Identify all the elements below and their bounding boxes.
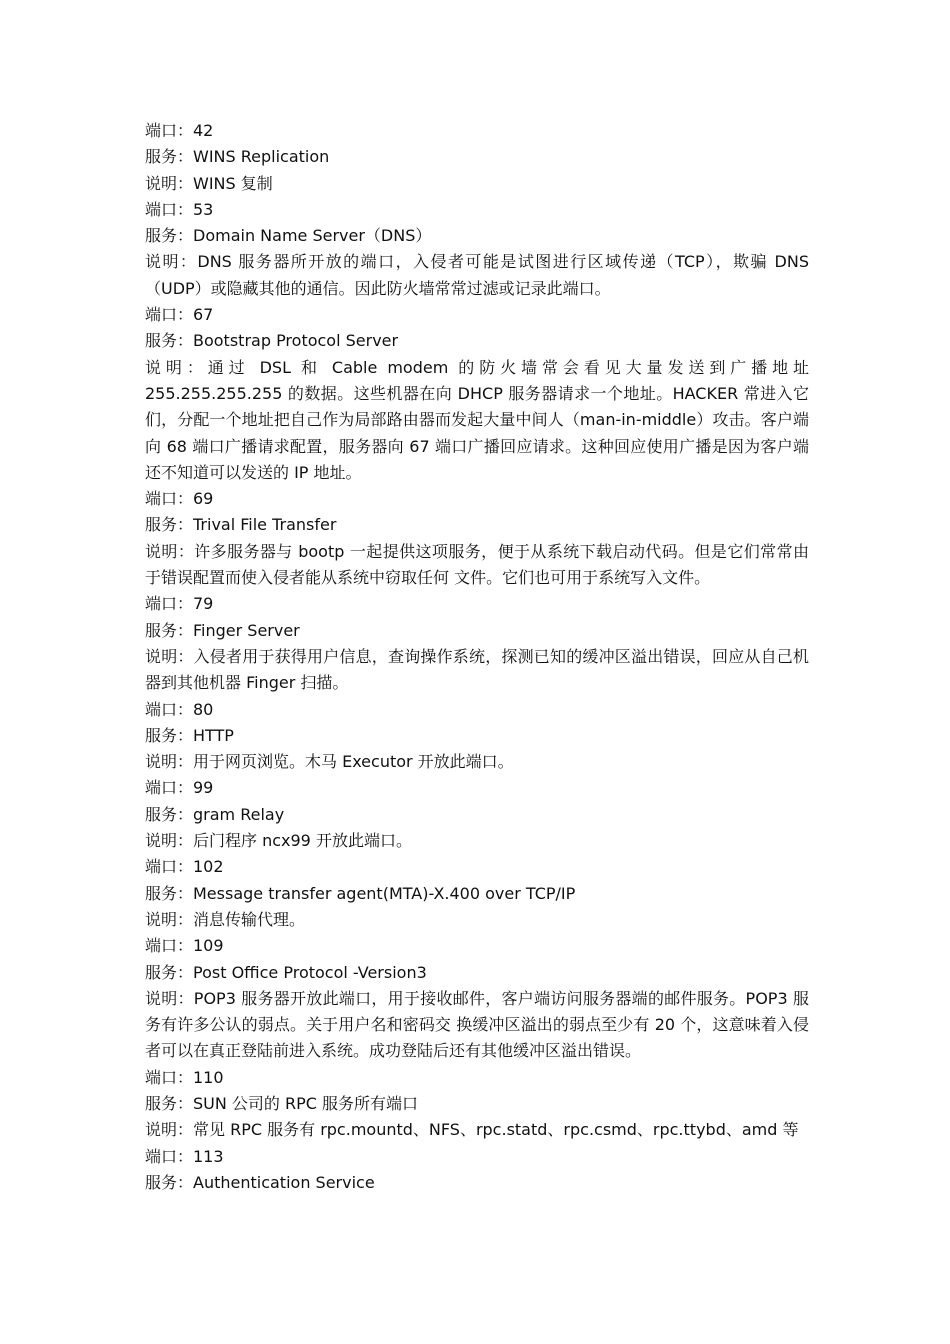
service-line: 服务：Finger Server: [145, 620, 300, 640]
description-line: 说明：后门程序 ncx99 开放此端口。: [145, 831, 412, 851]
description-line: 说明：入侵者用于获得用户信息，查询操作系统，探测已知的缓冲区溢出错误，回应从自己机器到其他机器 Finger 扫描。: [145, 646, 809, 693]
port-line: 端口：69: [145, 489, 214, 509]
port-line: 端口：102: [145, 857, 224, 877]
port-line: 端口：109: [145, 936, 224, 956]
description-line: 说明：通过 DSL 和 Cable modem 的防火墙常会看见大量发送到广播地址 255.255.255.255 的数据。这些机器在向 DHCP 服务器请求一个地址。HACKER 常进入它们，分配一个地址把自己作为局部路由器而发起大量中间人（man-in-middle）攻击。客户端向 68 端口广播请求配置，服务器向 67 端口广播回应请求。这种回应使用广播是因为客户端还不知道可以发送的 IP 地址。: [145, 357, 809, 482]
service-line: 服务：WINS Replication: [145, 147, 330, 167]
description-line: 说明：许多服务器与 bootp 一起提供这项服务，便于从系统下载启动代码。但是它们常常由于错误配置而使入侵者能从系统中窃取任何 文件。它们也可用于系统写入文件。: [145, 541, 809, 588]
service-line: 服务：Message transfer agent(MTA)-X.400 over TCP/IP: [145, 883, 576, 903]
service-line: 服务：Authentication Service: [145, 1172, 375, 1192]
service-line: 服务：HTTP: [145, 725, 234, 745]
port-line: 端口：79: [145, 594, 214, 614]
port-line: 端口：42: [145, 121, 214, 140]
description-line: 说明：POP3 服务器开放此端口，用于接收邮件，客户端访问服务器端的邮件服务。POP3 服务有许多公认的弱点。关于用户名和密码交 换缓冲区溢出的弱点至少有 20 个，这意味着入侵者可以在真正登陆前进入系统。成功登陆后还有其他缓冲区溢出错误。: [145, 988, 809, 1061]
description-line: 说明：用于网页浏览。木马 Executor 开放此端口。: [145, 752, 514, 772]
description-line: 说明：常见 RPC 服务有 rpc.mountd、NFS、rpc.statd、rpc.csmd、rpc.ttybd、amd 等: [145, 1120, 799, 1140]
service-line: 服务：gram Relay: [145, 804, 285, 824]
document-page: [145, 118, 809, 1196]
service-line: 服务：Domain Name Server（DNS）: [145, 226, 432, 246]
description-line: 说明：WINS 复制: [145, 173, 273, 193]
service-line: 服务：SUN 公司的 RPC 服务所有端口: [145, 1093, 419, 1113]
description-line: 说明：DNS 服务器所开放的端口，入侵者可能是试图进行区域传递（TCP），欺骗 DNS（UDP）或隐藏其他的通信。因此防火墙常常过滤或记录此端口。: [145, 252, 809, 298]
service-line: 服务：Trival File Transfer: [145, 515, 337, 535]
port-line: 端口：110: [145, 1067, 224, 1087]
service-line: 服务：Bootstrap Protocol Server: [145, 331, 399, 351]
port-line: 端口：80: [145, 699, 214, 719]
description-line: 说明：消息传输代理。: [145, 909, 306, 929]
port-line: 端口：67: [145, 305, 214, 325]
port-line: 端口：99: [145, 778, 214, 798]
port-line: 端口：53: [145, 199, 214, 219]
port-line: 端口：113: [145, 1146, 224, 1166]
service-line: 服务：Post Office Protocol -Version3: [145, 962, 427, 982]
